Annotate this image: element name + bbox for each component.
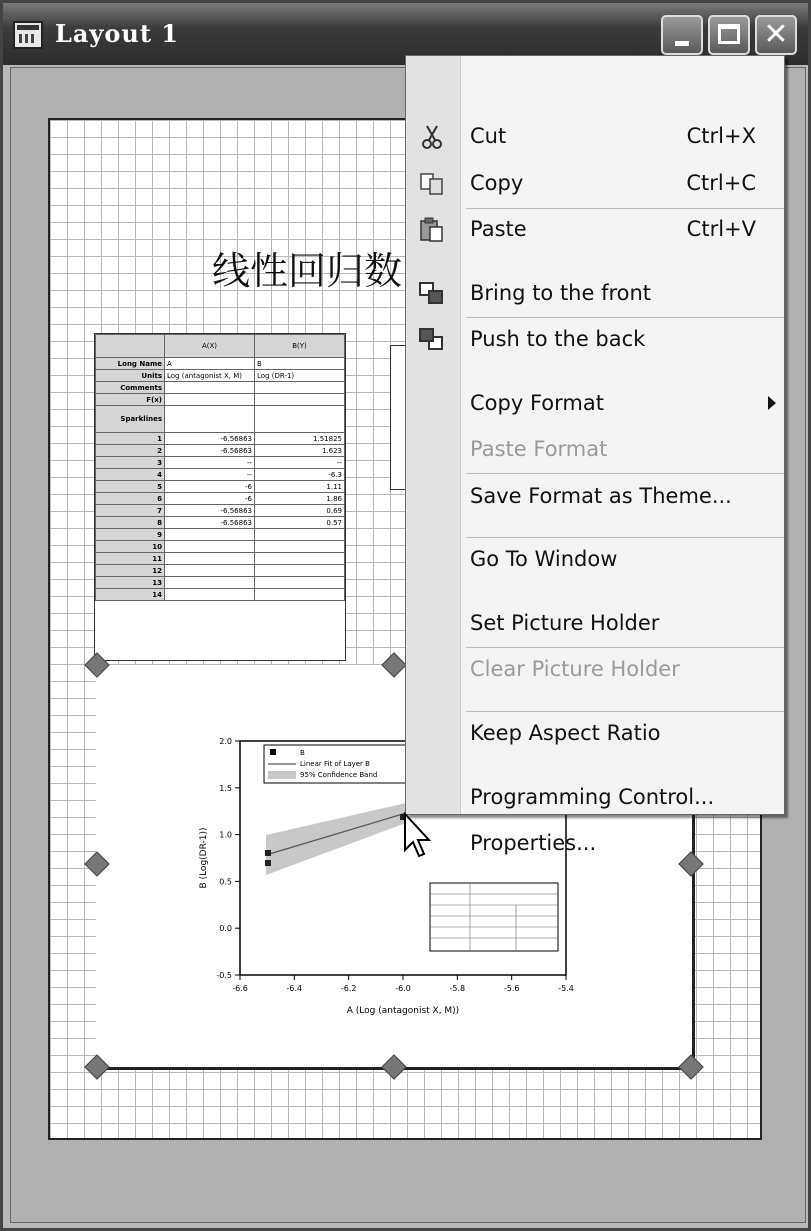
sheet-cell	[255, 577, 345, 589]
menu-item-keep-aspect-ratio[interactable]	[406, 713, 784, 753]
sheet-cell: B	[255, 358, 345, 370]
copy-icon	[418, 171, 446, 197]
menu-item-paste[interactable]	[406, 209, 784, 249]
sheet-cell: Log (antagonist X, M)	[165, 370, 255, 382]
sheet-cell: 1.623	[255, 445, 345, 457]
sheet-cell	[165, 553, 255, 565]
menu-item-label: Push to the back	[470, 327, 646, 351]
y-tick-label: 0.0	[219, 924, 232, 934]
sheet-label-row	[96, 382, 345, 394]
sheet-row-number: 2	[96, 445, 165, 457]
sheet-row-number: 3	[96, 457, 165, 469]
menu-item-label: Paste	[470, 217, 527, 241]
menu-separator	[466, 317, 784, 318]
menu-separator	[466, 473, 784, 474]
x-tick-label: -5.4	[558, 984, 574, 993]
sheet-row-number: 14	[96, 589, 165, 601]
bring-to-front-icon	[418, 281, 446, 307]
sheet-cell: -6.56863	[165, 505, 255, 517]
data-point	[265, 850, 271, 856]
sheet-label-row	[96, 370, 345, 382]
sheet-cell: --	[165, 457, 255, 469]
menu-item-programming-control[interactable]	[406, 777, 784, 817]
sheet-row-label: Units	[96, 370, 165, 382]
y-tick-label: 1.0	[219, 830, 232, 840]
submenu-arrow-icon	[768, 396, 776, 410]
x-tick-label: -6.0	[395, 984, 411, 993]
legend-entry: 95% Confidence Band	[300, 771, 378, 779]
sheet-cell: -6	[165, 493, 255, 505]
sheet-cell: --	[255, 457, 345, 469]
sheet-row-number: 6	[96, 493, 165, 505]
menu-item-label: Set Picture Holder	[470, 611, 660, 635]
context-menu	[405, 55, 785, 855]
sheet-data-row	[96, 433, 345, 445]
sheet-row-number: 12	[96, 565, 165, 577]
menu-item-label: Bring to the front	[470, 281, 652, 305]
sheet-cell: --	[165, 469, 255, 481]
sheet-data-row	[96, 505, 345, 517]
close-button[interactable]: ✕	[755, 15, 797, 55]
menu-item-copy-format[interactable]	[406, 383, 784, 423]
maximize-button[interactable]	[708, 15, 750, 55]
menu-item-save-format-as-theme[interactable]	[406, 476, 784, 516]
sheet-data-row	[96, 457, 345, 469]
x-tick-label: -5.8	[449, 984, 466, 993]
legend-marker-band	[268, 771, 296, 779]
x-tick-label: -6.2	[340, 984, 357, 993]
sheet-data-row	[96, 493, 345, 505]
menu-item-label: Programming Control...	[470, 785, 715, 809]
minimize-button[interactable]	[661, 15, 703, 55]
sheet-row-number: 8	[96, 517, 165, 529]
sheet-data-row	[96, 577, 345, 589]
sheet-data-row	[96, 517, 345, 529]
x-tick-label: -6.4	[286, 984, 303, 993]
menu-item-push-to-back[interactable]	[406, 319, 784, 359]
sheet-cell: -6.56863	[165, 433, 255, 445]
sheet-row-label: Sparklines	[96, 406, 165, 433]
y-axis-label: B (Log(DR-1))	[199, 827, 209, 889]
sheet-row-number: 9	[96, 529, 165, 541]
sheet-column-header: B(Y)	[255, 335, 345, 358]
sheet-cell: -6	[165, 481, 255, 493]
sheet-label-row	[96, 394, 345, 406]
send-to-back-icon	[418, 327, 446, 353]
sheet-cell	[165, 577, 255, 589]
legend-marker-points	[270, 749, 276, 755]
sheet-cell: -6.3	[255, 469, 345, 481]
sheet-data-row	[96, 589, 345, 601]
menu-item-label: Keep Aspect Ratio	[470, 721, 661, 745]
sheet-cell: 0.57	[255, 517, 345, 529]
menu-item-paste-format	[406, 429, 784, 469]
sheet-row-label: Long Name	[96, 358, 165, 370]
y-tick-label: 0.5	[219, 877, 232, 887]
y-tick-label: 2.0	[219, 737, 232, 746]
sheet-data-row	[96, 469, 345, 481]
menu-item-bring-to-front[interactable]	[406, 273, 784, 313]
menu-separator	[466, 647, 784, 648]
sheet-cell: -6.56863	[165, 517, 255, 529]
sheet-cell	[165, 529, 255, 541]
sheet-cell	[255, 565, 345, 577]
sheet-row-number: 13	[96, 577, 165, 589]
sheet-data-row	[96, 529, 345, 541]
sheet-label-row	[96, 406, 345, 433]
y-tick-label: 1.5	[219, 783, 232, 793]
sheet-cell: A	[165, 358, 255, 370]
worksheet-table	[95, 334, 345, 601]
layout-window-icon[interactable]	[13, 21, 43, 49]
sheet-row-number: 10	[96, 541, 165, 553]
menu-separator	[466, 711, 784, 712]
menu-item-label: Copy Format	[470, 391, 604, 415]
sheet-label-row	[96, 358, 345, 370]
sheet-corner-cell	[96, 335, 165, 358]
sheet-cell	[165, 394, 255, 406]
sheet-cell	[165, 565, 255, 577]
fit-parameters-table	[430, 883, 558, 951]
confidence-band	[266, 803, 406, 875]
x-axis-label: A (Log (antagonist X, M))	[346, 1006, 460, 1016]
menu-item-shortcut: Ctrl+V	[686, 217, 756, 241]
data-point	[265, 860, 271, 866]
sheet-row-number: 5	[96, 481, 165, 493]
sheet-cell: 1.51825	[255, 433, 345, 445]
menu-separator	[466, 208, 784, 209]
sheet-cell	[255, 382, 345, 394]
x-tick-label: -5.6	[503, 984, 520, 993]
menu-item-shortcut: Ctrl+X	[686, 124, 756, 148]
mouse-cursor-icon	[403, 812, 433, 862]
menu-item-label: Paste Format	[470, 437, 608, 461]
menu-item-go-to-window[interactable]	[406, 539, 784, 579]
sheet-data-row	[96, 553, 345, 565]
sheet-cell	[165, 541, 255, 553]
sheet-cell	[165, 382, 255, 394]
sheet-row-number: 11	[96, 553, 165, 565]
sheet-cell	[255, 394, 345, 406]
paste-icon	[418, 217, 446, 243]
sheet-row-label: Comments	[96, 382, 165, 394]
sheet-cell: Log (DR-1)	[255, 370, 345, 382]
sheet-header-row	[96, 335, 345, 358]
sheet-cell	[165, 589, 255, 601]
sheet-cell: 0.69	[255, 505, 345, 517]
y-tick-label: -0.5	[216, 971, 232, 980]
sheet-cell	[165, 406, 255, 433]
menu-item-clear-picture-holder	[406, 649, 784, 689]
sheet-cell	[255, 589, 345, 601]
menu-item-label: Save Format as Theme...	[470, 484, 732, 508]
menu-item-set-picture-holder[interactable]	[406, 603, 784, 643]
menu-item-label: Clear Picture Holder	[470, 657, 680, 681]
menu-item-label: Copy	[470, 171, 524, 195]
sheet-row-label: F(x)	[96, 394, 165, 406]
sheet-cell: -6.56863	[165, 445, 255, 457]
menu-separator	[466, 537, 784, 538]
sheet-data-row	[96, 445, 345, 457]
sheet-row-number: 1	[96, 433, 165, 445]
window-title: Layout 1	[55, 19, 179, 48]
sheet-cell	[255, 406, 345, 433]
menu-item-cut[interactable]	[406, 116, 784, 156]
menu-item-copy[interactable]	[406, 163, 784, 203]
x-tick-label: -6.6	[232, 984, 248, 993]
sheet-data-row	[96, 541, 345, 553]
sheet-cell: 1.86	[255, 493, 345, 505]
sheet-data-row	[96, 481, 345, 493]
sheet-column-header: A(X)	[165, 335, 255, 358]
sheet-row-number: 7	[96, 505, 165, 517]
menu-item-properties[interactable]	[406, 823, 784, 863]
sheet-cell	[255, 541, 345, 553]
menu-item-label: Go To Window	[470, 547, 618, 571]
sheet-cell: 1.11	[255, 481, 345, 493]
legend-entry: B	[300, 749, 305, 757]
sheet-row-number: 4	[96, 469, 165, 481]
layout-title-text[interactable]: 线性回归数	[212, 249, 403, 293]
sheet-cell	[255, 553, 345, 565]
worksheet-object[interactable]	[94, 333, 346, 661]
legend-entry: Linear Fit of Layer B	[300, 760, 370, 768]
sheet-data-row	[96, 565, 345, 577]
scissors-icon	[418, 124, 446, 150]
menu-item-label: Cut	[470, 124, 507, 148]
menu-item-label: Properties...	[470, 831, 597, 855]
sheet-cell	[255, 529, 345, 541]
menu-item-shortcut: Ctrl+C	[686, 171, 756, 195]
